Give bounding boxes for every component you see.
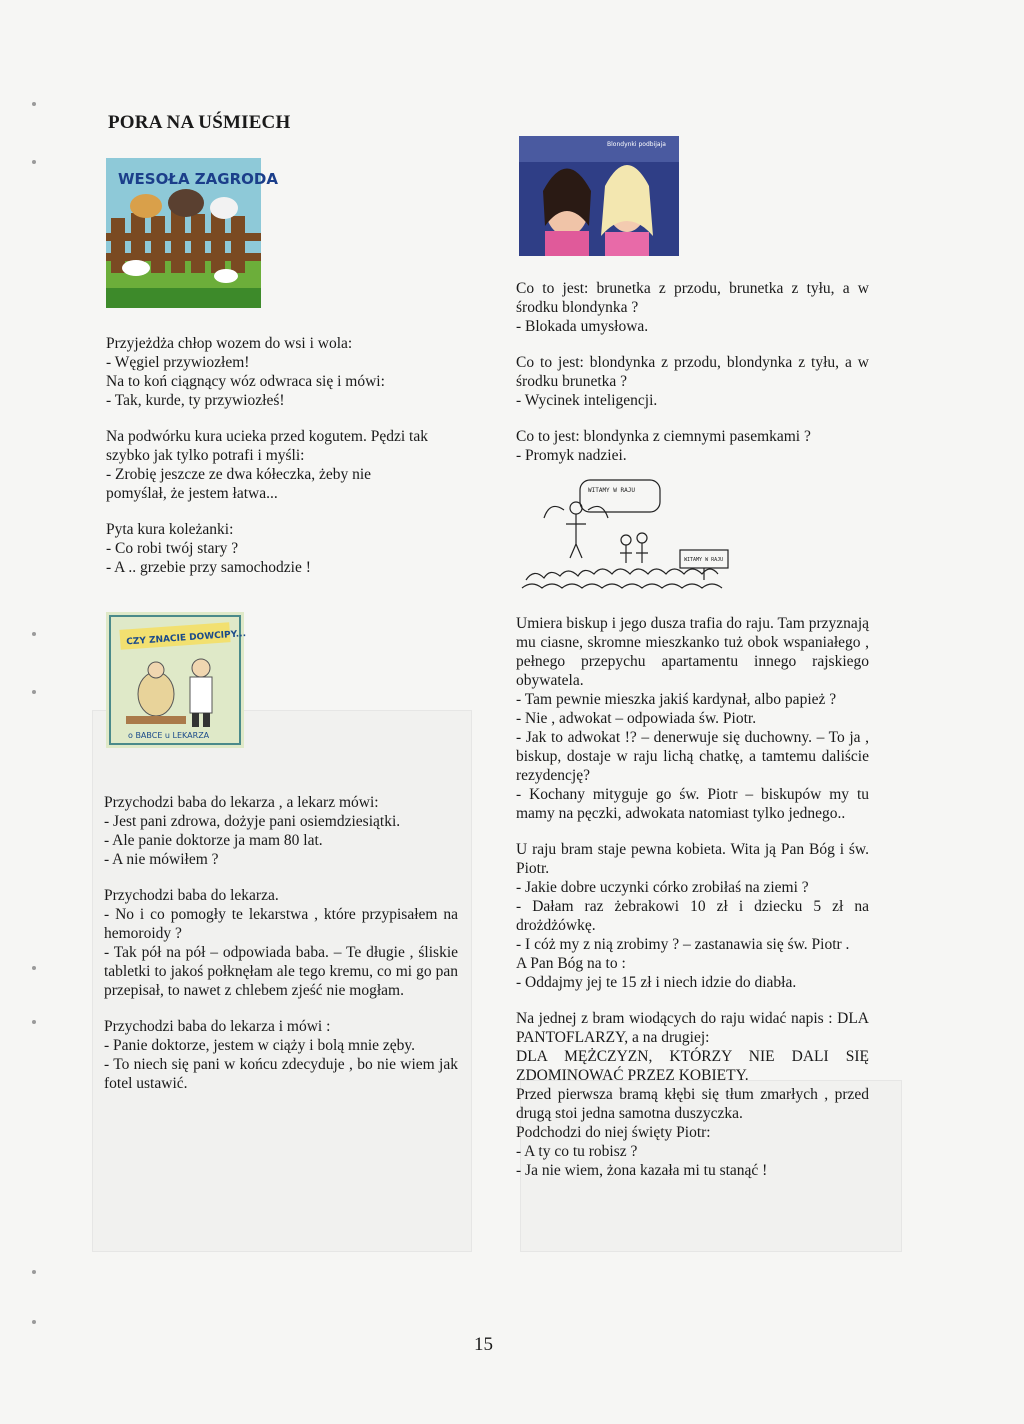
right-jokes-section-2: [516, 614, 869, 1197]
svg-text:Blondynki podbijaja: Blondynki podbijaja: [607, 141, 666, 148]
left-jokes-section-1: [106, 334, 466, 594]
joke-paragraph: Na podwórku kura ucieka przed kogutem. Pędzi tak szybko jak tylko potrafi i myśli: - Zrobię jeszcze ze dwa kółeczka, żeby nie pomyślał, że jestem łatwa...: [106, 428, 428, 502]
page-title: PORA NA UŚMIECH: [108, 112, 291, 133]
doctor-cartoon-title: CZY ZNACIE DOWCIPY...: [125, 629, 247, 648]
joke-paragraph: Na jednej z bram wiodących do raju widać napis : DLA PANTOFLARZY, a na drugiej: DLA MĘŻCZYZN, KTÓRZY NIE DALI SIĘ ZDOMINOWAĆ PRZEZ KOBIETY. Przed pierwsza bramą kłębi się tłum zmarłych , przed drugą stoi jedna samotna duszyczka. Podchodzi do niej święty Piotr: - A ty co tu robisz ? - Ja nie wiem, żona kazała mi tu stanąć !: [516, 1010, 869, 1179]
farm-cartoon-label: WESOŁA ZAGRODA: [118, 170, 278, 188]
farm-cartoon-image: [106, 158, 278, 308]
joke-paragraph: Co to jest: blondynka z ciemnymi pasemkami ? - Promyk nadziei.: [516, 428, 811, 464]
joke-paragraph: U raju bram staje pewna kobieta. Wita ją Pan Bóg i św. Piotr. - Jakie dobre uczynki córko zrobiłaś na ziemi ? - Dałam raz żebrakowi 10 zł i dziecku 5 zł na drożdżówkę. - I cóż my z nią zrobimy ? – zastanawia się św. Piotr . A Pan Bóg na to : - Oddajmy jej te 15 zł i niech idzie do diabła.: [516, 841, 869, 991]
joke-paragraph: Przychodzi baba do lekarza i mówi : - Panie doktorze, jestem w ciąży i bolą mnie zęby. - To niech się pani w końcu zdecyduje , bo nie wiem jak fotel ustawić.: [104, 1018, 458, 1092]
joke-paragraph: Przychodzi baba do lekarza. - No i co pomogły te lekarstwa , które przypisałem na hemoroidy ? - Tak pół na pół – odpowiada baba. – Te długie , śliskie tabletki to jakoś połknęłam ale tego kremu, co mi go pan przepisał, to nawet z chlebem zjeść nie mogłam.: [104, 887, 458, 999]
left-jokes-section-2: [104, 793, 458, 1110]
angel-right-sign-text: WITAMY W RAJU: [684, 557, 724, 563]
page-number: 15: [474, 1334, 493, 1355]
doctor-cartoon-subtitle: o BABCE u LEKARZA: [128, 731, 210, 740]
joke-paragraph: Przychodzi baba do lekarza , a lekarz mówi: - Jest pani zdrowa, dożyje pani osiemdziesiątki. - Ale panie doktorze ja mam 80 lat. - A nie mówiłem ?: [104, 794, 401, 868]
right-jokes-section-1: [516, 279, 869, 482]
angel-sign-text: WITAMY W RAJU: [588, 487, 635, 494]
joke-paragraph: Przyjeżdża chłop wozem do wsi i wola: - Węgiel przywiozłem! Na to koń ciągnący wóz odwraca się i mówi: - Tak, kurde, ty przywiozłeś!: [106, 335, 385, 409]
women-photo-image: [519, 136, 679, 256]
joke-paragraph: Co to jest: brunetka z przodu, brunetka z tyłu, a w środku blondynka ? - Blokada umysłowa.: [516, 280, 869, 335]
joke-paragraph: Pyta kura koleżanki: - Co robi twój stary ? - A .. grzebie przy samochodzie !: [106, 521, 311, 576]
doctor-cartoon-image: [106, 612, 247, 748]
joke-paragraph: Co to jest: blondynka z przodu, blondynka z tyłu, a w środku brunetka ? - Wycinek inteligencji.: [516, 354, 869, 409]
angel-cartoon-image: [516, 470, 734, 598]
joke-paragraph: Umiera biskup i jego dusza trafia do raju. Tam przyznają mu ciasne, skromne mieszkanko tuż obok wspaniałego , pełnego przepychu apartamentu innego rajskiego obywatela. - Tam pewnie mieszka jakiś kardynał, albo papież ? - Nie , adwokat – odpowiada św. Piotr. - Jak to adwokat !? – denerwuje się duchowny. – To ja , biskup, dostaje w raju lichą chatkę, a tamtemu daliście rezydencję? - Kochany mityguje go św. Piotr – biskupów my tu mamy na pęczki, adwokata natomiast tylko jednego..: [516, 615, 869, 822]
